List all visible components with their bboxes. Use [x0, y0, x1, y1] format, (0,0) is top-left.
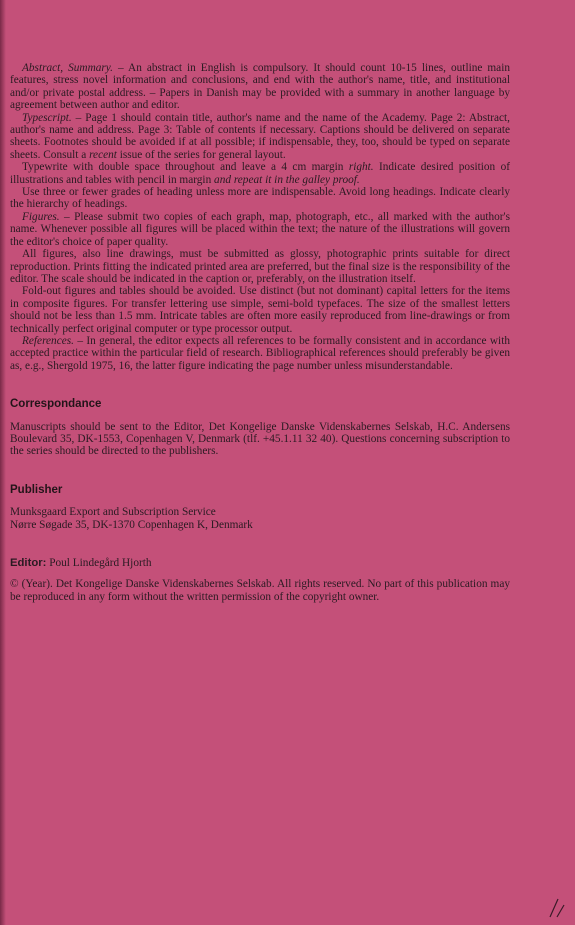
publisher-line-2: Nørre Søgade 35, DK-1370 Copenhagen K, Denmark — [10, 518, 253, 531]
corner-mark-icon — [547, 893, 567, 919]
figures-lead: Figures. — [22, 210, 60, 223]
abstract-paragraph — [10, 62, 510, 112]
correspondance-heading: Correspondance — [10, 398, 102, 411]
typewrite-text-2: Indicate desired position of illustrations and tables with pencil in margin — [10, 161, 510, 186]
editor-name: Poul Lindegård Hjorth — [46, 557, 152, 569]
correspondance-text: Manuscripts should be sent to the Editor, Det Kongelige Danske Videnskabernes Selskab, H.C. Andersens Boulevard 35, DK-1553, Copenhagen V, Denmark (tlf. +45.1.11 32 40). Questions concerning subscription to the series should be directed to the publishers. — [10, 420, 510, 458]
foldout-paragraph: Fold-out figures and tables should be avoided. Use distinct (but not dominant) capital letters for the items in composite figures. For transfer lettering use simple, semi-bold typefaces. The size of the smallest letters should not be less than 1.5 mm. Intricate tables are often more easily reproduced from line-drawings or from technically perfect original computer or type processor output. — [10, 285, 510, 335]
typescript-text-1: – Page 1 should contain title, author's name and the name of the Academy. Page 2: Abstract, author's name and address. Page 3: Table of contents if necessary. Captions should be delivered on separate sheets. Footnotes should be avoided if at all possible; if indispensable, they, too, should be typed on separate sheets. Consult a — [10, 111, 510, 161]
all-figures-paragraph: All figures, also line drawings, must be submitted as glossy, photographic prints suitable for direct reproduction. Prints fitting the indicated printed area are preferred, but the final size is the responsibility of the editor. The scale should be indicated in the caption or, preferably, on the illustration itself. — [10, 248, 510, 285]
references-lead: References. — [22, 334, 74, 347]
publisher-line-1: Munksgaard Export and Subscription Service — [10, 506, 216, 519]
editor-label: Editor: — [10, 557, 47, 569]
typescript-lead: Typescript. — [22, 111, 72, 124]
typescript-recent: recent — [89, 148, 117, 161]
publisher-section — [10, 484, 510, 531]
page-edge — [0, 0, 6, 925]
typewrite-right: right. — [348, 161, 374, 174]
headings-paragraph: Use three or fewer grades of heading unless more are indispensable. Avoid long headings. Indicate clearly the hierarchy of headings. — [10, 186, 510, 211]
editor-line — [10, 557, 510, 569]
copyright-text: © (Year). Det Kongelige Danske Videnskabernes Selskab. All rights reserved. No part of this publication may be reproduced in any form without the written permission of the copyright owner. — [10, 578, 510, 603]
figures-paragraph — [10, 211, 510, 248]
editor-section — [10, 557, 510, 603]
abstract-text: – An abstract in English is compulsory. It should count 10-15 lines, outline main features, stress novel information and conclusions, and end with the author's name, title, and institutional and/or private postal address. – Papers in Danish may be provided with a summary in another language by agreement between author and editor. — [10, 62, 510, 112]
document-body — [10, 62, 510, 603]
typescript-paragraph — [10, 112, 510, 162]
typewrite-galley: and repeat it in the galley proof. — [214, 173, 360, 186]
typescript-text-2: issue of the series for general layout. — [116, 148, 286, 161]
figures-text: – Please submit two copies of each graph, map, photograph, etc., all marked with the author's name. Whenever possible all figures will be placed within the text; the nature of the illustrations will govern the editor's choice of paper quality. — [10, 210, 510, 248]
typewrite-text-1: Typewrite with double space throughout and leave a 4 cm margin — [22, 161, 349, 174]
typewrite-paragraph — [10, 161, 510, 186]
publisher-heading: Publisher — [10, 483, 63, 496]
references-text: – In general, the editor expects all references to be formally consistent and in accordance with accepted practice within the particular field of research. Bibliographical references should preferably be given as, e.g., Shergold 1975, 16, the latter figure indicating the page number unless misunderstandable. — [10, 334, 510, 372]
abstract-lead: Abstract, Summary. — [22, 62, 113, 74]
correspondance-section — [10, 398, 510, 458]
references-paragraph — [10, 335, 510, 372]
